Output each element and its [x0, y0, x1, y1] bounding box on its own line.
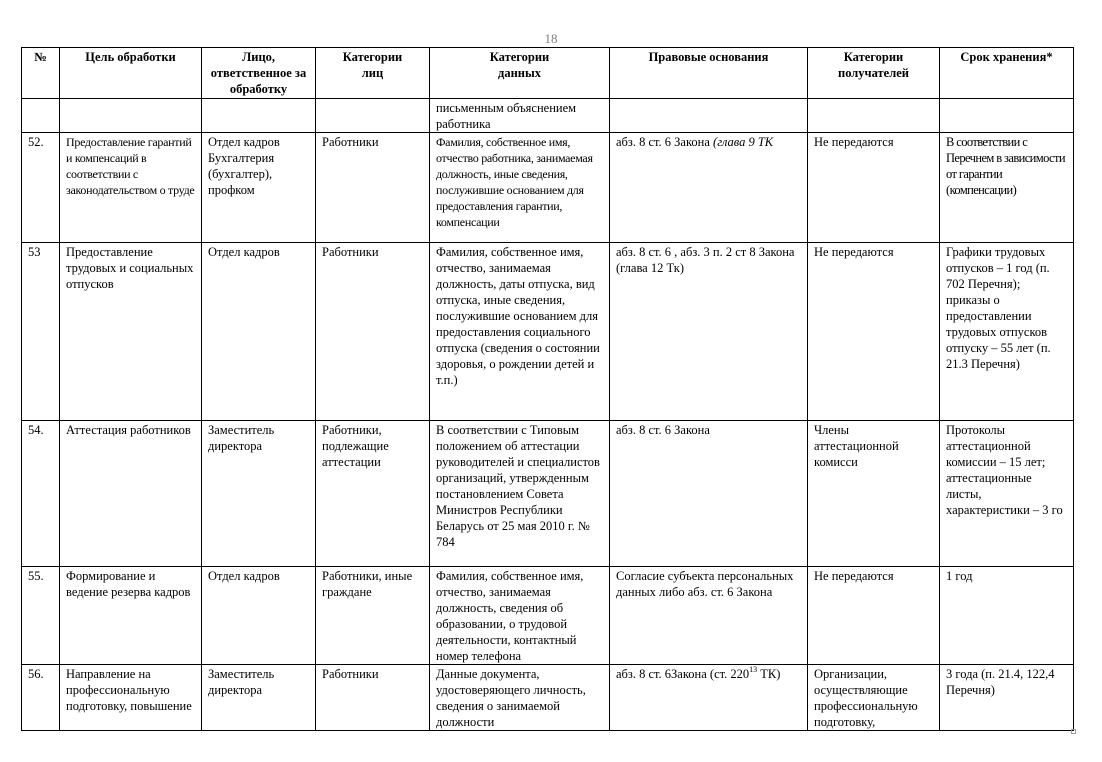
row-legal: Согласие субъекта персональных данных либо абз. ст. 6 Закона: [610, 567, 808, 665]
row-data: Фамилия, собственное имя, отчество, занимаемая должность, сведения об образовании, о трудовой деятельности, контактный номер телефона: [430, 567, 610, 665]
page-number: 18: [544, 31, 558, 46]
table-row: [22, 421, 1074, 567]
row-data: Фамилия, собственное имя, отчество, занимаемая должность, даты отпуска, вид отпуска, иные сведения, послужившие основанием для предоставления социального отпуска (сведения о состоянии здоровья, о рождении детей и т.п.): [430, 243, 610, 421]
row-num: 53: [22, 243, 60, 421]
row-purpose: Формирование и ведение резерва кадров: [60, 567, 202, 665]
row-num: 55.: [22, 567, 60, 665]
row-retention: В соответствии с Перечнем в зависимости от гарантии (компенсации): [940, 133, 1074, 243]
row-subjects: Работники: [316, 133, 430, 243]
table-row: [22, 567, 1074, 665]
header-retention: Срок хранения*: [940, 48, 1074, 99]
row-retention: Протоколы аттестационной комиссии – 15 лет; аттестационные листы, характеристики – 3 го: [940, 421, 1074, 567]
row-responsible: Отдел кадров: [202, 243, 316, 421]
row-recipients: Не передаются: [808, 243, 940, 421]
row-subjects: Работники: [316, 665, 430, 731]
row-data: Фамилия, собственное имя, отчество работника, занимаемая должность, иные сведения, послужившие основанием для предоставления гарантии, компенсации: [430, 133, 610, 243]
row-purpose: Предоставление гарантий и компенсаций в соответствии с законодательством о труде: [60, 133, 202, 243]
table-resize-handle[interactable]: [1071, 729, 1076, 734]
row-legal: [610, 665, 808, 731]
data-processing-table: [21, 47, 1074, 731]
table-row-continuation: [22, 99, 1074, 133]
row-responsible: Заместитель директора: [202, 421, 316, 567]
row-responsible: Заместитель директора: [202, 665, 316, 731]
table-row: [22, 243, 1074, 421]
row-num: 52.: [22, 133, 60, 243]
row-legal: абз. 8 ст. 6 Закона: [610, 421, 808, 567]
row-subjects: Работники: [316, 243, 430, 421]
row-recipients: Члены аттестационной комисси: [808, 421, 940, 567]
row-legal-sup: 13: [749, 665, 758, 674]
header-data: Категории данных: [430, 48, 610, 99]
header-num: №: [22, 48, 60, 99]
row-subjects: Работники, подлежащие аттестации: [316, 421, 430, 567]
row-retention: 1 год: [940, 567, 1074, 665]
row-recipients: Не передаются: [808, 133, 940, 243]
row-purpose: Аттестация работников: [60, 421, 202, 567]
continuation-data: письменным объяснением работника: [430, 99, 610, 133]
row-recipients: Организации, осуществляющие профессиональную подготовку,: [808, 665, 940, 731]
row-purpose: Предоставление трудовых и социальных отпусков: [60, 243, 202, 421]
header-purpose: Цель обработки: [60, 48, 202, 99]
row-recipients: Не передаются: [808, 567, 940, 665]
row-legal-main: абз. 8 ст. 6 Закона: [616, 135, 714, 149]
header-subjects: Категории лиц: [316, 48, 430, 99]
row-data: Данные документа, удостоверяющего личность, сведения о занимаемой должности: [430, 665, 610, 731]
row-responsible: Отдел кадров Бухгалтерия (бухгалтер), профком: [202, 133, 316, 243]
row-legal-italic: (глава 9 ТК: [713, 135, 774, 149]
table-row: [22, 133, 1074, 243]
header-recipients: Категории получателей: [808, 48, 940, 99]
row-legal: абз. 8 ст. 6 , абз. 3 п. 2 ст 8 Закона (глава 12 Тк): [610, 243, 808, 421]
row-responsible: Отдел кадров: [202, 567, 316, 665]
header-row: [22, 48, 1074, 99]
row-num: 54.: [22, 421, 60, 567]
row-retention: Графики трудовых отпусков – 1 год (п. 702 Перечня); приказы о предоставлении трудовых отпусков отпуску – 55 лет (п. 21.3 Перечня): [940, 243, 1074, 421]
row-legal-main: абз. 8 ст. 6Закона (ст. 220: [616, 667, 750, 681]
row-purpose: Направление на профессиональную подготовку, повышение: [60, 665, 202, 731]
header-responsible: Лицо, ответственное за обработку: [202, 48, 316, 99]
header-legal: Правовые основания: [610, 48, 808, 99]
row-legal-tail: ТК): [757, 667, 781, 681]
row-num: 56.: [22, 665, 60, 731]
table-row: [22, 665, 1074, 731]
row-subjects: Работники, иные граждане: [316, 567, 430, 665]
row-data: В соответствии с Типовым положением об аттестации руководителей и специалистов организаций, утвержденным постановлением Совета Министров Республики Беларусь от 25 мая 2010 г. № 784: [430, 421, 610, 567]
row-legal: [610, 133, 808, 243]
row-retention: 3 года (п. 21.4, 122,4 Перечня): [940, 665, 1074, 731]
